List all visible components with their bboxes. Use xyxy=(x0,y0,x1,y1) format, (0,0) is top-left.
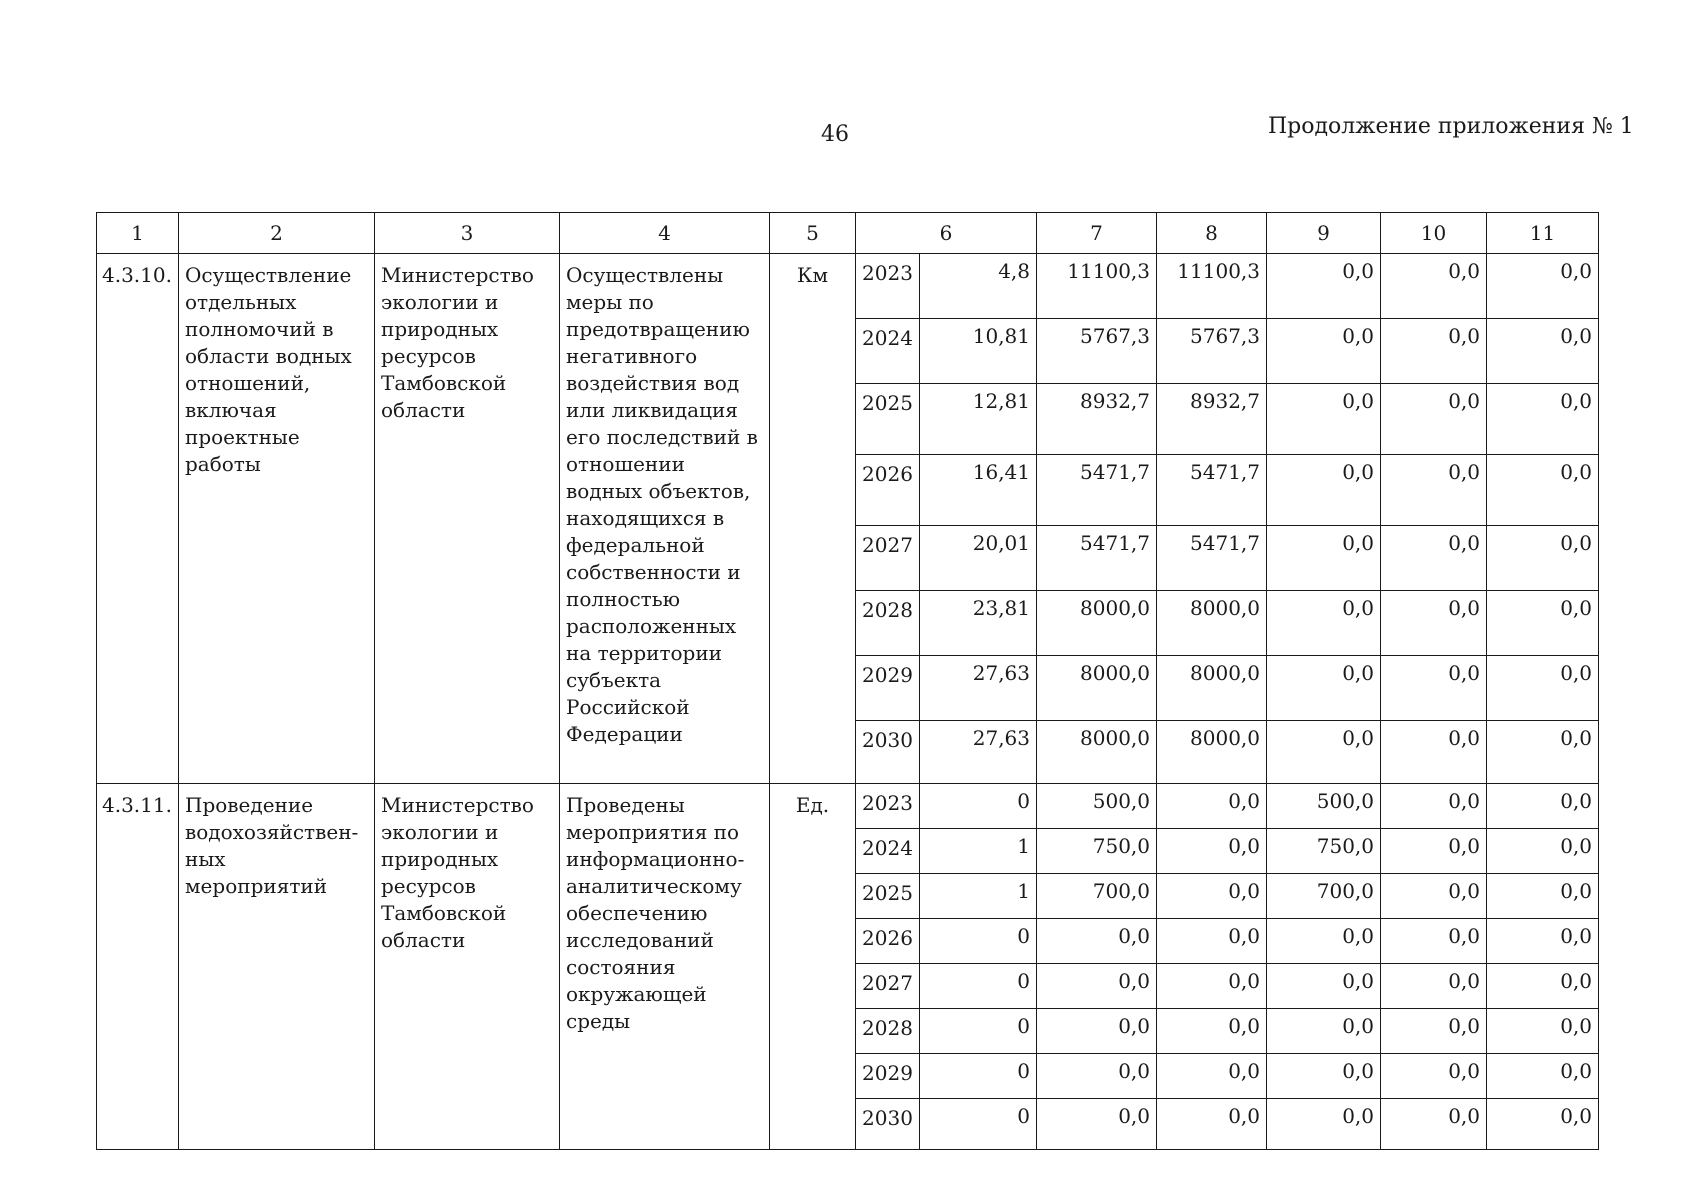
value-cell-6: 4,8 xyxy=(920,254,1037,319)
value-cell-8: 8932,7 xyxy=(1157,384,1267,455)
responsible-ministry: Министерство экологии и природных ресурсов Тамбовской области xyxy=(375,254,560,784)
value-cell-11: 0,0 xyxy=(1487,964,1599,1009)
value-cell-10: 0,0 xyxy=(1381,1054,1487,1099)
year-cell: 2030 xyxy=(856,1099,920,1150)
value-cell-7: 8932,7 xyxy=(1037,384,1157,455)
header-cell: 9 xyxy=(1267,213,1381,254)
value-cell-10: 0,0 xyxy=(1381,784,1487,829)
value-cell-9: 0,0 xyxy=(1267,319,1381,384)
value-cell-9: 0,0 xyxy=(1267,656,1381,721)
value-cell-9: 750,0 xyxy=(1267,829,1381,874)
responsible-ministry: Министерство экологии и природных ресурсов Тамбовской области xyxy=(375,784,560,1150)
year-cell: 2029 xyxy=(856,1054,920,1099)
value-cell-8: 5767,3 xyxy=(1157,319,1267,384)
value-cell-6: 23,81 xyxy=(920,591,1037,656)
value-cell-10: 0,0 xyxy=(1381,254,1487,319)
value-cell-10: 0,0 xyxy=(1381,829,1487,874)
year-cell: 2027 xyxy=(856,526,920,591)
value-cell-9: 0,0 xyxy=(1267,384,1381,455)
value-cell-10: 0,0 xyxy=(1381,455,1487,526)
page-number: 46 xyxy=(821,122,849,147)
value-cell-6: 0 xyxy=(920,1009,1037,1054)
value-cell-9: 0,0 xyxy=(1267,1054,1381,1099)
value-cell-11: 0,0 xyxy=(1487,784,1599,829)
value-cell-7: 0,0 xyxy=(1037,964,1157,1009)
value-cell-10: 0,0 xyxy=(1381,1099,1487,1150)
value-cell-9: 700,0 xyxy=(1267,874,1381,919)
value-cell-8: 0,0 xyxy=(1157,964,1267,1009)
header-cell: 3 xyxy=(375,213,560,254)
value-cell-11: 0,0 xyxy=(1487,1099,1599,1150)
value-cell-11: 0,0 xyxy=(1487,1009,1599,1054)
value-cell-7: 8000,0 xyxy=(1037,721,1157,784)
value-cell-6: 1 xyxy=(920,829,1037,874)
year-cell: 2029 xyxy=(856,656,920,721)
value-cell-9: 0,0 xyxy=(1267,919,1381,964)
value-cell-10: 0,0 xyxy=(1381,964,1487,1009)
measure-code: 4.3.11. xyxy=(97,784,179,1150)
header-cell: 6 xyxy=(856,213,1037,254)
value-cell-9: 0,0 xyxy=(1267,591,1381,656)
value-cell-8: 0,0 xyxy=(1157,874,1267,919)
value-cell-11: 0,0 xyxy=(1487,384,1599,455)
value-cell-11: 0,0 xyxy=(1487,591,1599,656)
appendix-table xyxy=(96,212,1599,1150)
value-cell-7: 8000,0 xyxy=(1037,591,1157,656)
header-cell: 10 xyxy=(1381,213,1487,254)
value-cell-11: 0,0 xyxy=(1487,254,1599,319)
value-cell-6: 0 xyxy=(920,1054,1037,1099)
value-cell-8: 0,0 xyxy=(1157,829,1267,874)
year-cell: 2023 xyxy=(856,784,920,829)
year-cell: 2025 xyxy=(856,874,920,919)
value-cell-11: 0,0 xyxy=(1487,919,1599,964)
value-cell-8: 5471,7 xyxy=(1157,455,1267,526)
value-cell-7: 5471,7 xyxy=(1037,526,1157,591)
value-cell-7: 500,0 xyxy=(1037,784,1157,829)
value-cell-10: 0,0 xyxy=(1381,591,1487,656)
value-cell-10: 0,0 xyxy=(1381,526,1487,591)
header-row xyxy=(97,213,1599,254)
header-cell: 1 xyxy=(97,213,179,254)
value-cell-6: 0 xyxy=(920,1099,1037,1150)
value-cell-9: 0,0 xyxy=(1267,1099,1381,1150)
value-cell-11: 0,0 xyxy=(1487,874,1599,919)
value-cell-6: 27,63 xyxy=(920,656,1037,721)
measure-result: Проведены мероприятия по информационно-аналитическому обеспечению исследований состояния окружающей среды xyxy=(560,784,770,1150)
header-cell: 2 xyxy=(179,213,375,254)
year-cell: 2026 xyxy=(856,455,920,526)
year-cell: 2026 xyxy=(856,919,920,964)
value-cell-9: 0,0 xyxy=(1267,1009,1381,1054)
value-cell-9: 0,0 xyxy=(1267,964,1381,1009)
value-cell-8: 8000,0 xyxy=(1157,721,1267,784)
value-cell-6: 16,41 xyxy=(920,455,1037,526)
value-cell-10: 0,0 xyxy=(1381,384,1487,455)
value-cell-6: 0 xyxy=(920,964,1037,1009)
value-cell-7: 0,0 xyxy=(1037,1054,1157,1099)
value-cell-7: 750,0 xyxy=(1037,829,1157,874)
value-cell-6: 12,81 xyxy=(920,384,1037,455)
table-row xyxy=(97,784,1599,829)
value-cell-11: 0,0 xyxy=(1487,656,1599,721)
value-cell-10: 0,0 xyxy=(1381,656,1487,721)
value-cell-8: 8000,0 xyxy=(1157,591,1267,656)
value-cell-10: 0,0 xyxy=(1381,1009,1487,1054)
year-cell: 2028 xyxy=(856,1009,920,1054)
measure-name: Осуществление отдельных полномочий в области водных отношений, включая проектные работы xyxy=(179,254,375,784)
year-cell: 2028 xyxy=(856,591,920,656)
value-cell-7: 0,0 xyxy=(1037,919,1157,964)
value-cell-8: 0,0 xyxy=(1157,919,1267,964)
year-cell: 2025 xyxy=(856,384,920,455)
value-cell-10: 0,0 xyxy=(1381,319,1487,384)
value-cell-8: 5471,7 xyxy=(1157,526,1267,591)
year-cell: 2027 xyxy=(856,964,920,1009)
value-cell-10: 0,0 xyxy=(1381,919,1487,964)
value-cell-6: 1 xyxy=(920,874,1037,919)
value-cell-7: 5767,3 xyxy=(1037,319,1157,384)
header-cell: 7 xyxy=(1037,213,1157,254)
value-cell-9: 0,0 xyxy=(1267,254,1381,319)
measure-code: 4.3.10. xyxy=(97,254,179,784)
value-cell-9: 0,0 xyxy=(1267,721,1381,784)
value-cell-6: 0 xyxy=(920,784,1037,829)
value-cell-10: 0,0 xyxy=(1381,721,1487,784)
value-cell-8: 11100,3 xyxy=(1157,254,1267,319)
continuation-label: Продолжение приложения № 1 xyxy=(1268,114,1634,139)
value-cell-11: 0,0 xyxy=(1487,1054,1599,1099)
value-cell-8: 0,0 xyxy=(1157,1099,1267,1150)
measure-unit: Ед. xyxy=(770,784,856,1150)
value-cell-7: 5471,7 xyxy=(1037,455,1157,526)
value-cell-6: 0 xyxy=(920,919,1037,964)
value-cell-6: 10,81 xyxy=(920,319,1037,384)
value-cell-7: 8000,0 xyxy=(1037,656,1157,721)
value-cell-8: 0,0 xyxy=(1157,1009,1267,1054)
header-cell: 5 xyxy=(770,213,856,254)
value-cell-8: 0,0 xyxy=(1157,784,1267,829)
header-cell: 8 xyxy=(1157,213,1267,254)
value-cell-6: 27,63 xyxy=(920,721,1037,784)
value-cell-10: 0,0 xyxy=(1381,874,1487,919)
value-cell-7: 11100,3 xyxy=(1037,254,1157,319)
year-cell: 2024 xyxy=(856,319,920,384)
value-cell-11: 0,0 xyxy=(1487,319,1599,384)
value-cell-9: 0,0 xyxy=(1267,526,1381,591)
value-cell-11: 0,0 xyxy=(1487,526,1599,591)
value-cell-11: 0,0 xyxy=(1487,721,1599,784)
value-cell-9: 500,0 xyxy=(1267,784,1381,829)
table-row xyxy=(97,254,1599,319)
measure-unit: Км xyxy=(770,254,856,784)
measure-result: Осуществлены меры по предотвращению негативного воздействия вод или ликвидация его последствий в отношении водных объектов, находящихся в федеральной собственности и полностью расположенных на территории субъекта Российской Федерации xyxy=(560,254,770,784)
measure-name: Проведение водохозяйствен-ных мероприятий xyxy=(179,784,375,1150)
value-cell-11: 0,0 xyxy=(1487,829,1599,874)
year-cell: 2030 xyxy=(856,721,920,784)
value-cell-9: 0,0 xyxy=(1267,455,1381,526)
year-cell: 2023 xyxy=(856,254,920,319)
value-cell-8: 0,0 xyxy=(1157,1054,1267,1099)
value-cell-11: 0,0 xyxy=(1487,455,1599,526)
year-cell: 2024 xyxy=(856,829,920,874)
value-cell-7: 700,0 xyxy=(1037,874,1157,919)
value-cell-8: 8000,0 xyxy=(1157,656,1267,721)
value-cell-7: 0,0 xyxy=(1037,1009,1157,1054)
header-cell: 4 xyxy=(560,213,770,254)
value-cell-7: 0,0 xyxy=(1037,1099,1157,1150)
value-cell-6: 20,01 xyxy=(920,526,1037,591)
header-cell: 11 xyxy=(1487,213,1599,254)
